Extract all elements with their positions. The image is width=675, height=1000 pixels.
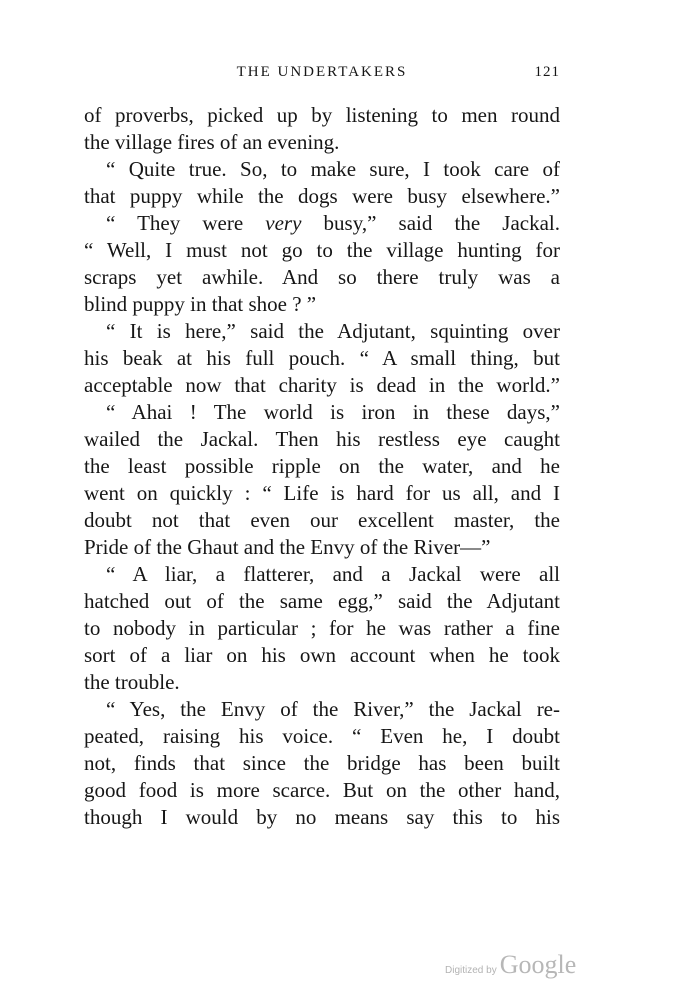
- text-line: “ Quite true. So, to make sure, I took care of: [106, 157, 560, 181]
- text-line: doubt not that even our excellent master, the: [84, 508, 560, 532]
- text-line: his beak at his full pouch. “ A small thing, but: [84, 346, 560, 370]
- text-line: not, finds that since the bridge has been built: [84, 751, 560, 775]
- text-line: of proverbs, picked up by listening to men round: [84, 103, 560, 127]
- text-line: hatched out of the same egg,” said the Adjutant: [84, 589, 560, 613]
- text-line: went on quickly : “ Life is hard for us all, and I: [84, 481, 560, 505]
- text-line: the least possible ripple on the water, and he: [84, 454, 560, 478]
- page-number: 121: [534, 64, 560, 80]
- google-logo: Google: [499, 950, 577, 979]
- text-line: acceptable now that charity is dead in the world.”: [84, 373, 560, 397]
- running-title: THE UNDERTAKERS: [236, 64, 408, 80]
- text-line: “ A liar, a flatterer, and a Jackal were all: [106, 562, 560, 586]
- text-line: the trouble.: [84, 670, 180, 694]
- text-line: “ Well, I must not go to the village hunting for: [84, 238, 560, 262]
- text-line: wailed the Jackal. Then his restless eye caught: [84, 427, 560, 451]
- text-line: “ It is here,” said the Adjutant, squinting over: [106, 319, 560, 343]
- text-line: to nobody in particular ; for he was rather a fine: [84, 616, 560, 640]
- text-segment: busy,” said the Jackal.: [301, 211, 560, 235]
- text-line: scraps yet awhile. And so there truly was a: [84, 265, 560, 289]
- italic-emphasis: very: [265, 211, 302, 235]
- text-line: Pride of the Ghaut and the Envy of the River—”: [84, 535, 491, 559]
- text-line: the village fires of an evening.: [84, 130, 340, 154]
- text-line: [84, 210, 560, 237]
- text-line: though I would by no means say this to his: [84, 805, 560, 829]
- text-line: sort of a liar on his own account when he took: [84, 643, 560, 667]
- body-text: [84, 102, 560, 831]
- text-line: blind puppy in that shoe ? ”: [84, 292, 317, 316]
- running-head: [84, 58, 560, 88]
- text-line: “ Yes, the Envy of the River,” the Jackal re-: [106, 697, 560, 721]
- digitization-watermark: [445, 950, 576, 986]
- text-line: good food is more scarce. But on the other hand,: [84, 778, 560, 802]
- text-line: peated, raising his voice. “ Even he, I doubt: [84, 724, 560, 748]
- text-line: “ Ahai ! The world is iron in these days,”: [106, 400, 560, 424]
- text-line: that puppy while the dogs were busy elsewhere.”: [84, 184, 560, 208]
- watermark-prefix: Digitized by: [445, 965, 497, 976]
- text-segment: “ They were: [106, 211, 266, 235]
